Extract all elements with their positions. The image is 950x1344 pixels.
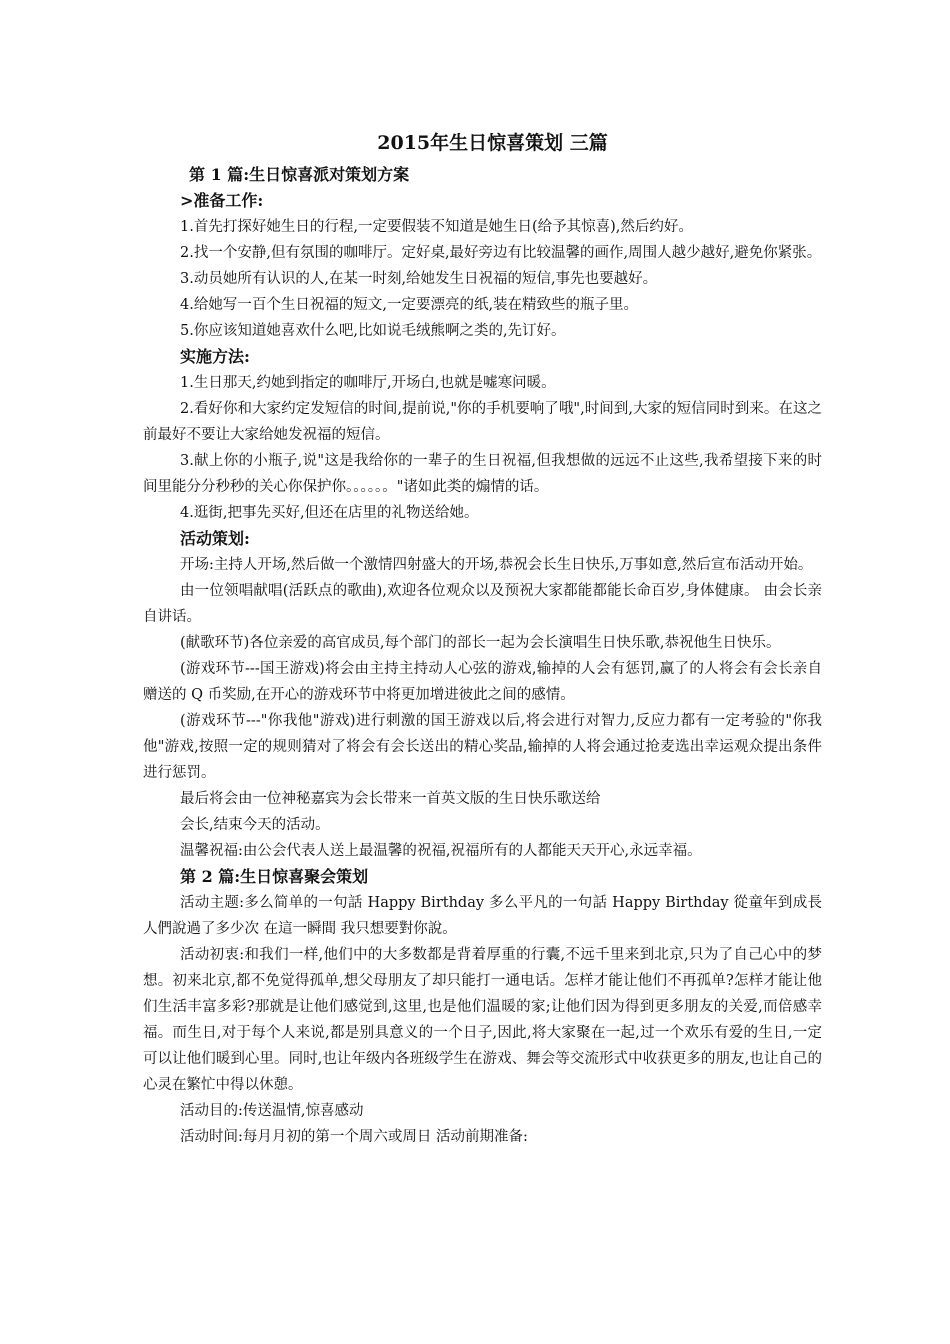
method-item: 4.逛街,把事先买好,但还在店里的礼物送给她。	[180, 505, 479, 521]
method-heading: 实施方法:	[180, 347, 250, 366]
activity-paragraph: (献歌环节)各位亲爱的高官成员,每个部门的部长一起为会长演唱生日快乐歌,恭祝他生日快乐。	[180, 635, 781, 651]
prep-item: 2.找一个安静,但有氛围的咖啡厅。定好桌,最好旁边有比较温馨的画作,周围人越少越好,避免你紧张。	[180, 245, 822, 261]
activity-paragraph: 由一位领唱献唱(活跃点的歌曲),欢迎各位观众以及预祝大家都能都能长命百岁,身体健康。 由会长亲自讲话。	[143, 583, 822, 625]
section-2-paragraph: 活动初衷:和我们一样,他们中的大多数都是背着厚重的行囊,不远千里来到北京,只为了自己心中的梦想。初来北京,都不免觉得孤单,想父母朋友了却只能打一通电话。怎样才能让他们不再孤单?怎样才能让他们生活丰富多彩?那就是让他们感觉到,这里,也是他们温暖的家;让他们因为得到更多朋友的关爱,而倍感幸福。而生日,对于每个人来说,都是别具意义的一个日子,因此,将大家聚在一起,过一个欢乐有爱的生日,一定可以让他们暖到心里。同时,也让年级内各班级学生在游戏、舞会等交流形式中收获更多的朋友,也让自己的心灵在繁忙中得以休憩。	[143, 947, 822, 1093]
activity-paragraph: (游戏环节---国王游戏)将会由主持主持动人心弦的游戏,输掉的人会有惩罚,赢了的人将会有会长亲自赠送的 Q 币奖励,在开心的游戏环节中将更加增进彼此之间的感情。	[143, 661, 822, 703]
method-item: 2.看好你和大家约定发短信的时间,提前说,"你的手机要响了哦",时间到,大家的短信同时到来。在这之前最好不要让大家给她发祝福的短信。	[143, 401, 822, 443]
activity-paragraph: 会长,结束今天的活动。	[180, 817, 330, 833]
activity-heading: 活动策划:	[180, 529, 250, 548]
prep-item: 3.动员她所有认识的人,在某一时刻,给她发生日祝福的短信,事先也要越好。	[180, 271, 658, 287]
method-item: 3.献上你的小瓶子,说"这是我给你的一辈子的生日祝福,但我想做的远远不止这些,我希望接下来的时间里能分分秒秒的关心你保护你。。。。。。"诸如此类的煽情的话。	[143, 453, 822, 495]
prep-item: 4.给她写一百个生日祝福的短文,一定要漂亮的纸,装在精致些的瓶子里。	[180, 297, 639, 313]
prep-item: 5.你应该知道她喜欢什么吧,比如说毛绒熊啊之类的,先订好。	[180, 323, 566, 339]
activity-paragraph: 开场:主持人开场,然后做一个激情四射盛大的开场,恭祝会长生日快乐,万事如意,然后宣布活动开始。	[180, 557, 813, 573]
activity-paragraph: (游戏环节---"你我他"游戏)进行刺激的国王游戏以后,将会进行对智力,反应力都有一定考验的"你我他"游戏,按照一定的规则猜对了将会有会长送出的精心奖品,输掉的人将会通过抢麦选出幸运观众提出条件进行惩罚。	[143, 713, 822, 781]
blessing-paragraph: 温馨祝福:由公会代表人送上最温馨的祝福,祝福所有的人都能天天开心,永远幸福。	[180, 843, 702, 859]
prep-heading: >准备工作:	[180, 191, 264, 210]
section-2-heading: 第 2 篇:生日惊喜聚会策划	[180, 867, 369, 886]
method-item: 1.生日那天,约她到指定的咖啡厅,开场白,也就是嘘寒问暖。	[180, 375, 556, 391]
activity-paragraph: 最后将会由一位神秘嘉宾为会长带来一首英文版的生日快乐歌送给	[180, 791, 601, 807]
document-title: 2015年生日惊喜策划 三篇	[377, 132, 608, 154]
section-2-paragraph: 活动时间:每月月初的第一个周六或周日 活动前期准备:	[180, 1129, 528, 1145]
prep-item: 1.首先打探好她生日的行程,一定要假装不知道是她生日(给予其惊喜),然后约好。	[180, 219, 693, 235]
section-2-paragraph: 活动目的:传送温情,惊喜感动	[180, 1103, 364, 1119]
section-1-heading: 第 1 篇:生日惊喜派对策划方案	[189, 165, 410, 184]
section-2-paragraph: 活动主题:多么简单的一句話 Happy Birthday 多么平凡的一句話 Happy Birthday 從童年到成長 人們說過了多少次 在這一瞬間 我只想要對你說。	[143, 895, 822, 937]
